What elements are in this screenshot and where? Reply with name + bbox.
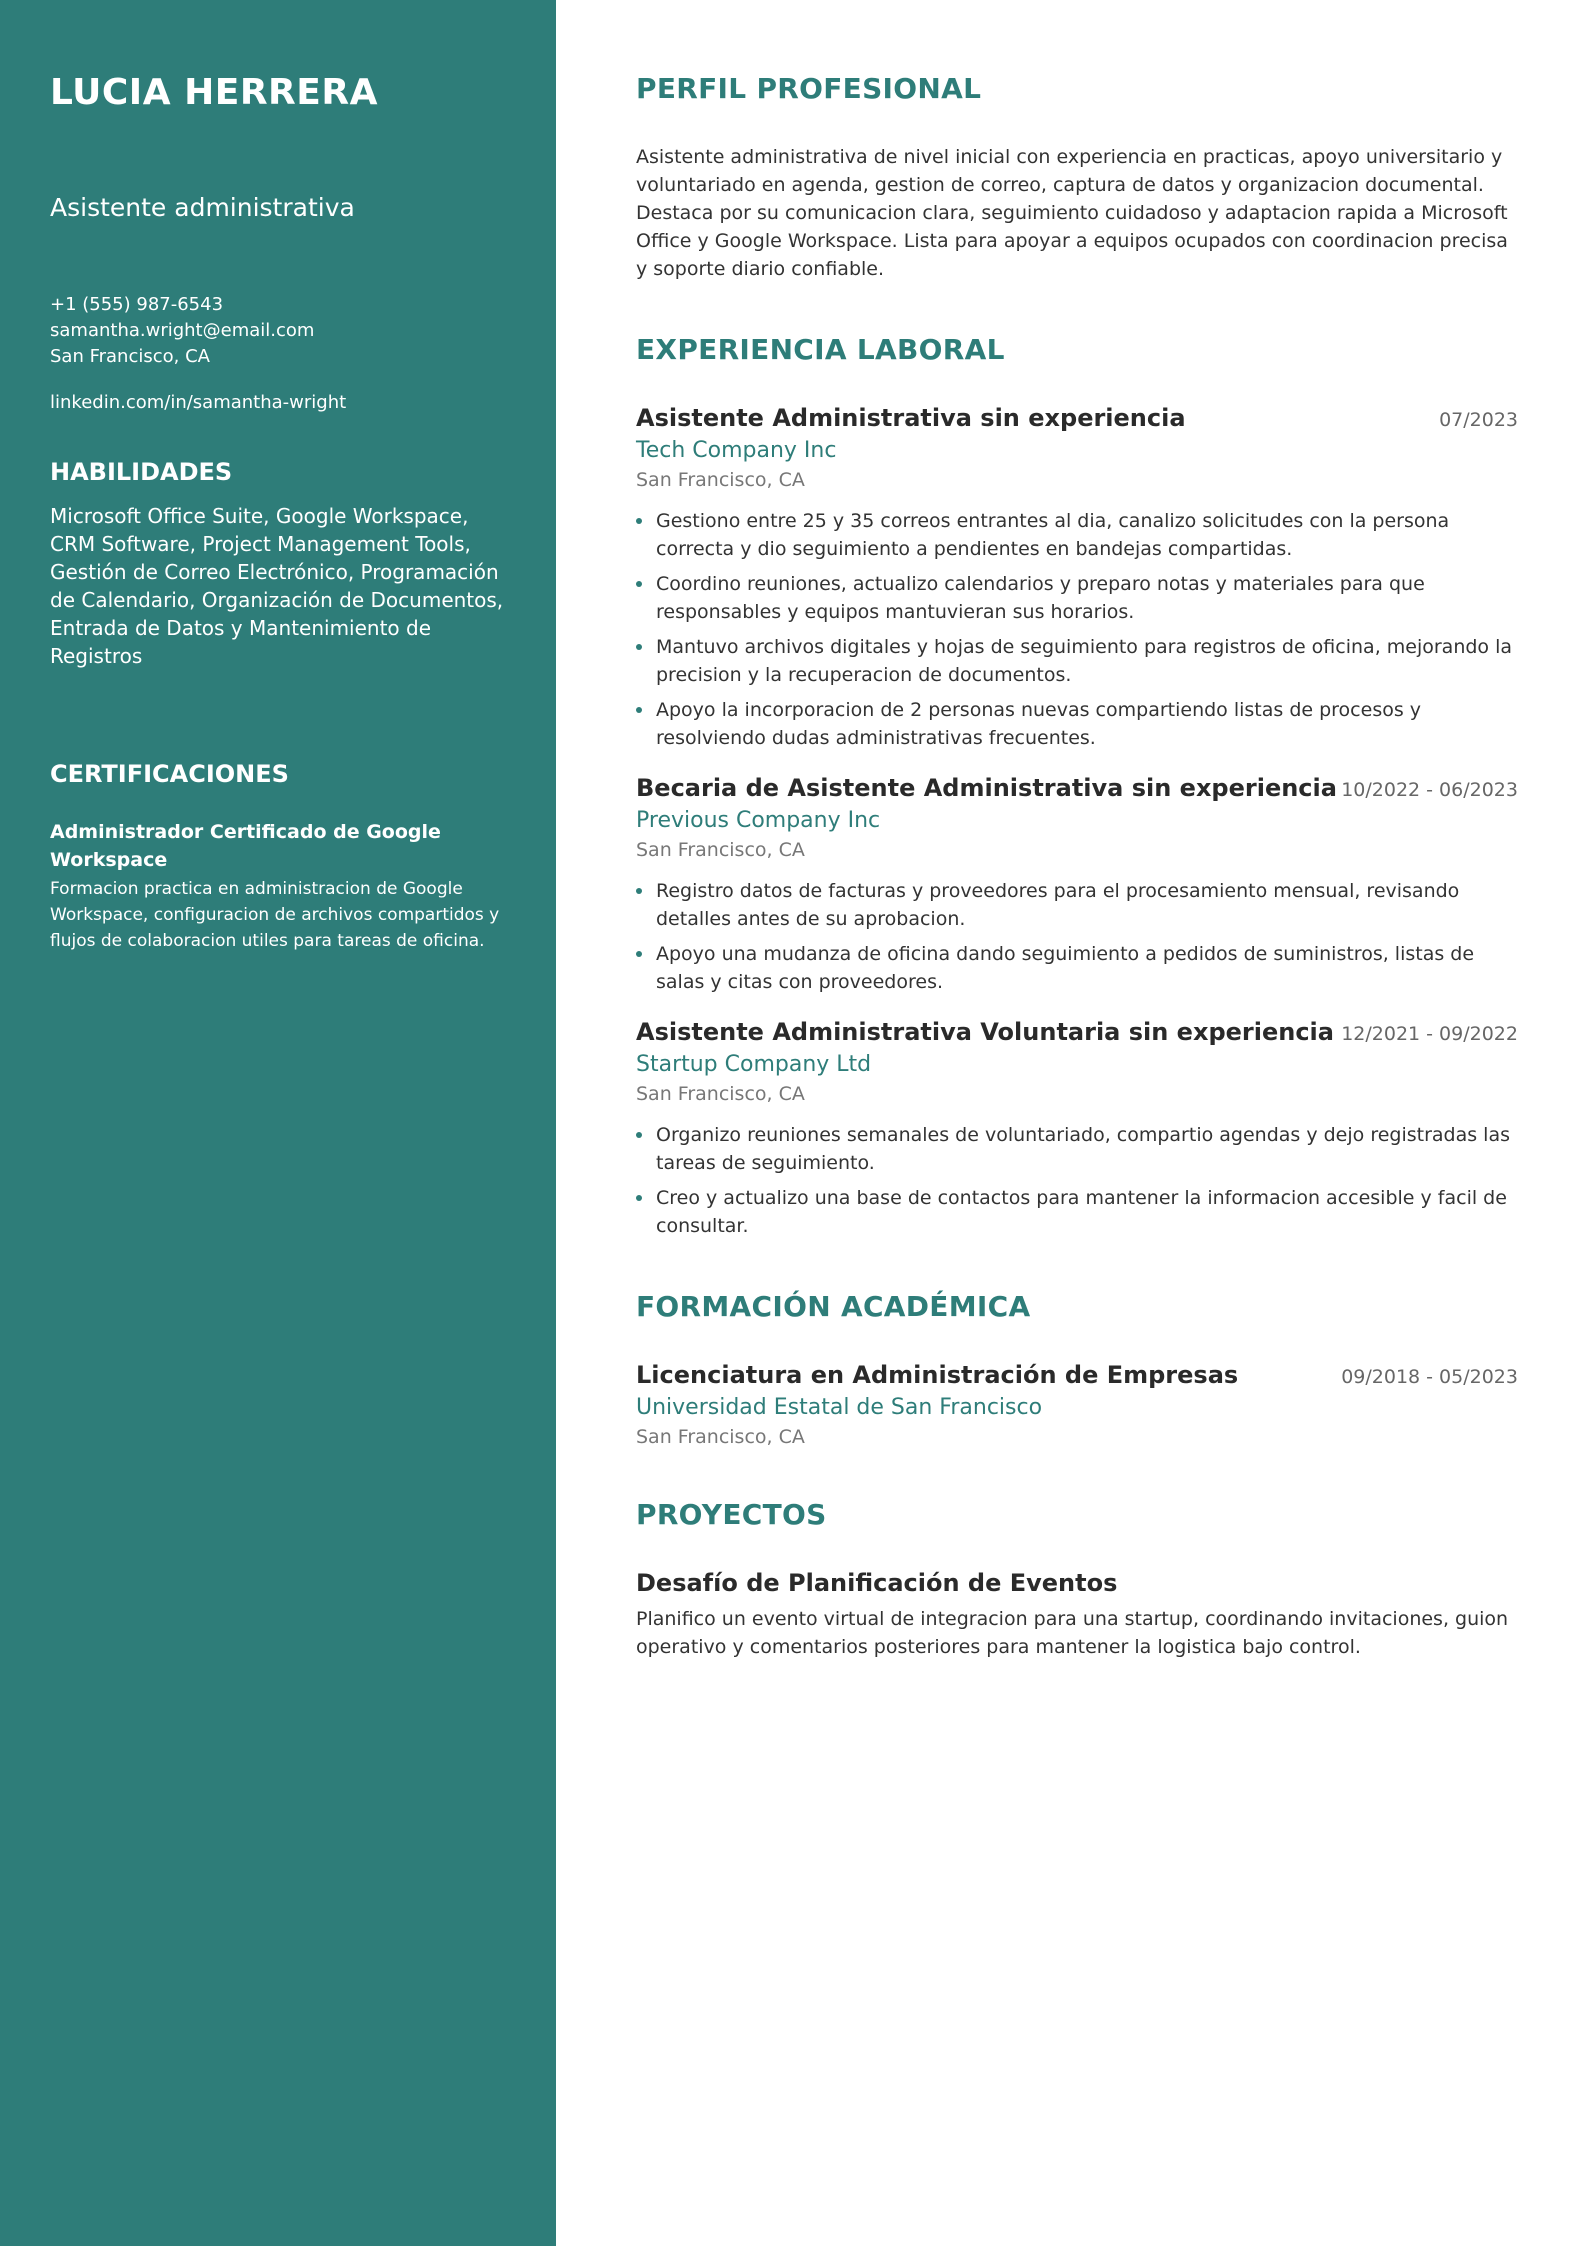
skills-text: Microsoft Office Suite, Google Workspace, CRM Software, Project Management Tools, Gestión de Correo Electrónico, Programación de Calendario, Organización de Documentos, Entrada de Datos y Mantenimiento de Registros	[50, 504, 504, 668]
bullet-item: Mantuvo archivos digitales y hojas de seguimiento para registros de oficina, mejorando la precision y la recuperacion de documentos.	[636, 633, 1518, 689]
contact-phone: +1 (555) 987-6543	[50, 294, 224, 315]
certifications-heading: CERTIFICACIONES	[50, 760, 289, 788]
bullet-item: Registro datos de facturas y proveedores para el procesamiento mensual, revisando detalles antes de su aprobacion.	[636, 877, 1518, 933]
cert-description: Formacion practica en administracion de Google Workspace, configuracion de archivos compartidos y flujos de colaboracion utiles para tareas de oficina.	[50, 879, 500, 951]
bullet-item: Gestiono entre 25 y 35 correos entrantes al dia, canalizo solicitudes con la persona correcta y dio seguimiento a pendientes en bandejas compartidas.	[636, 507, 1518, 563]
education-heading: FORMACIÓN ACADÉMICA	[636, 1290, 1031, 1323]
entry-company: Tech Company Inc	[636, 438, 837, 463]
bullet-item: Coordino reuniones, actualizo calendarios y preparo notas y materiales para que responsables y equipos mantuvieran sus horarios.	[636, 570, 1518, 626]
entry-title: Asistente Administrativa sin experiencia	[636, 404, 1186, 432]
entry-title: Asistente Administrativa Voluntaria sin experiencia	[636, 1018, 1334, 1046]
bullet-item: Apoyo una mudanza de oficina dando seguimiento a pedidos de suministros, listas de salas y citas con proveedores.	[636, 940, 1518, 996]
entry-company: Previous Company Inc	[636, 808, 881, 833]
candidate-title: Asistente administrativa	[50, 193, 355, 222]
education-date: 09/2018 - 05/2023	[1341, 1366, 1518, 1388]
bullet-item: Creo y actualizo una base de contactos para mantener la informacion accesible y facil de consultar.	[636, 1184, 1518, 1240]
contact-email: samantha.wright@email.com	[50, 320, 315, 341]
experience-entry	[636, 1018, 1518, 1240]
entry-location: San Francisco, CA	[636, 469, 805, 491]
education-school: Universidad Estatal de San Francisco	[636, 1395, 1043, 1420]
entry-bullets	[636, 877, 1518, 996]
bullet-item: Apoyo la incorporacion de 2 personas nuevas compartiendo listas de procesos y resolviendo dudas administrativas frecuentes.	[636, 696, 1518, 752]
entry-date: 12/2021 - 09/2022	[1341, 1023, 1518, 1045]
profile-heading: PERFIL PROFESIONAL	[636, 72, 982, 105]
experience-entry	[636, 774, 1518, 996]
experience-entry	[636, 404, 1518, 752]
bullet-item: Organizo reuniones semanales de voluntariado, compartio agendas y dejo registradas las tareas de seguimiento.	[636, 1121, 1518, 1177]
entry-location: San Francisco, CA	[636, 839, 805, 861]
contact-location: San Francisco, CA	[50, 346, 210, 367]
experience-heading: EXPERIENCIA LABORAL	[636, 333, 1005, 366]
contact-block	[50, 292, 506, 416]
contact-linkedin: linkedin.com/in/samantha-wright	[50, 392, 347, 413]
skills-heading: HABILIDADES	[50, 458, 233, 486]
entry-bullets	[636, 1121, 1518, 1240]
candidate-name: LUCIA HERRERA	[50, 72, 378, 113]
profile-text: Asistente administrativa de nivel inicial con experiencia en practicas, apoyo universitario y voluntariado en agenda, gestion de correo, captura de datos y organizacion documental. Destaca por su comunicacion clara, seguimiento cuidadoso y adaptacion rapida a Microsoft Office y Google Workspace. Lista para apoyar a equipos ocupados con coordinacion precisa y soporte diario confiable.	[636, 146, 1508, 280]
cert-name: Administrador Certificado de Google Workspace	[50, 821, 441, 871]
entry-location: San Francisco, CA	[636, 1083, 805, 1105]
entry-date: 07/2023	[1439, 409, 1518, 431]
entry-date: 10/2022 - 06/2023	[1341, 779, 1518, 801]
entry-company: Startup Company Ltd	[636, 1052, 872, 1077]
education-entry	[636, 1361, 1518, 1448]
project-description: Planifico un evento virtual de integracion para una startup, coordinando invitaciones, guion operativo y comentarios posteriores para mantener la logistica bajo control.	[636, 1608, 1509, 1658]
entry-bullets	[636, 507, 1518, 752]
sidebar	[0, 0, 556, 2246]
main-content	[556, 0, 1588, 2246]
projects-heading: PROYECTOS	[636, 1498, 827, 1531]
entry-title: Becaria de Asistente Administrativa sin experiencia	[636, 774, 1337, 802]
education-degree: Licenciatura en Administración de Empresas	[636, 1361, 1239, 1389]
education-location: San Francisco, CA	[636, 1426, 805, 1448]
project-title: Desafío de Planificación de Eventos	[636, 1569, 1118, 1597]
